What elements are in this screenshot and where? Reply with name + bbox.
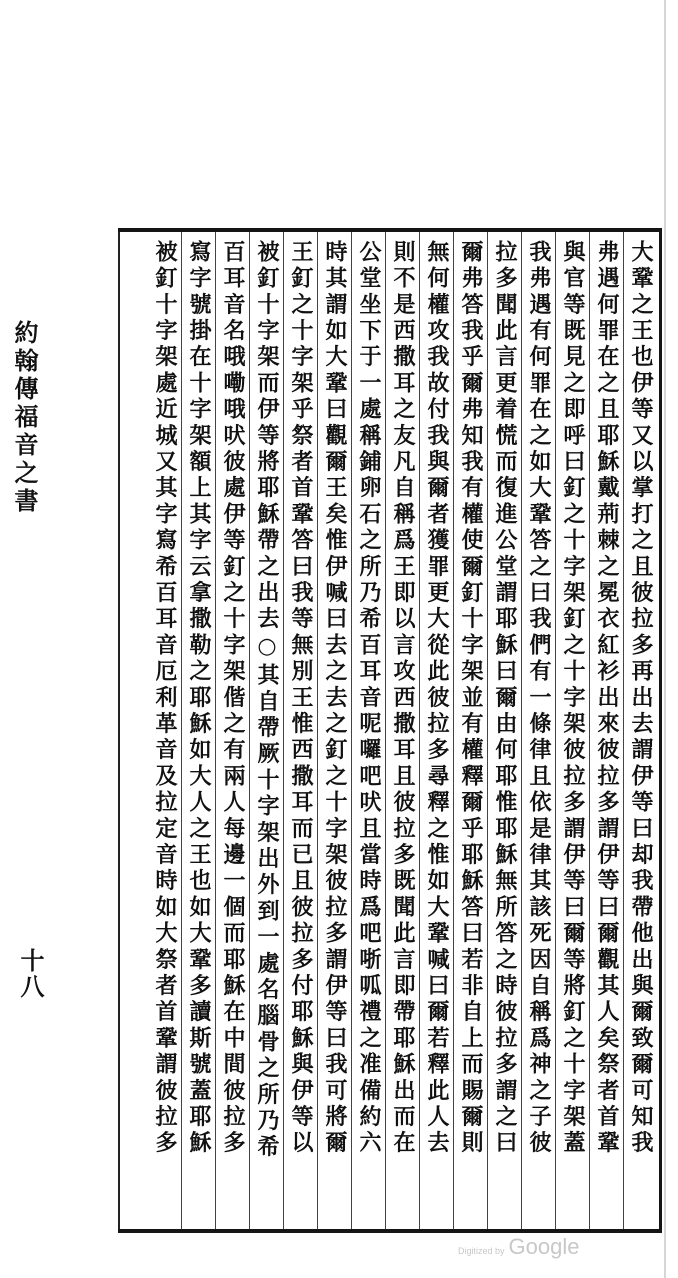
text-column-1: 大鞏之王也伊等又以掌打之且彼拉多再出去謂伊等曰却我帶他出與爾致爾可知我 bbox=[628, 240, 654, 1157]
text-column-13: 百耳音名哦嘞哦吠彼處伊等釘之十字架偕之有兩人每邊一個而耶穌在中間彼拉多 bbox=[220, 240, 246, 1157]
column-rule bbox=[453, 232, 454, 1229]
column-rule bbox=[283, 232, 284, 1229]
column-rule bbox=[317, 232, 318, 1229]
text-column-4: 我弗遇有何罪在之如大鞏答之曰我們有一條律且依是律其該死因自稱爲神之子彼 bbox=[526, 240, 552, 1157]
column-rule bbox=[487, 232, 488, 1229]
column-rule bbox=[249, 232, 250, 1229]
page-edge-line bbox=[664, 0, 666, 1278]
column-rule bbox=[385, 232, 386, 1229]
column-rule bbox=[351, 232, 352, 1229]
column-rule bbox=[623, 232, 624, 1229]
text-column-15: 被釘十字架處近城又其字寫希百耳音厄利革音及拉定音時如大祭者首鞏謂彼拉多 bbox=[152, 240, 178, 1157]
text-column-3: 與官等既見之即呼曰釘之十字架釘之十字架彼拉多謂伊等曰爾等將釘之十字架蓋 bbox=[560, 240, 586, 1157]
watermark-brand: Google bbox=[508, 1234, 580, 1259]
text-column-14: 寫字號掛在十字架額上其字云拿撒勒之耶穌如大人之王也如大鞏多讀斯號蓋耶穌 bbox=[186, 240, 212, 1157]
column-rule bbox=[555, 232, 556, 1229]
column-rule bbox=[521, 232, 522, 1229]
text-column-9: 公堂坐下于一處稱鋪卵石之所乃希百耳音呢囉吧吠且當時爲吧哳呱禮之准備約六 bbox=[356, 240, 382, 1157]
margin-book-title: 約翰傳福音之書 bbox=[10, 320, 39, 516]
column-rule bbox=[589, 232, 590, 1229]
text-column-5: 拉多聞此言更着慌而復進公堂謂耶穌曰爾由何耶惟耶穌無所答之時彼拉多謂之曰 bbox=[492, 240, 518, 1157]
digitized-by-google-watermark bbox=[458, 1234, 579, 1260]
watermark-prefix: Digitized by bbox=[458, 1246, 505, 1256]
column-rule bbox=[215, 232, 216, 1229]
page-number: 十八 bbox=[16, 948, 45, 1000]
text-column-12: 被釘十字架而伊等將耶穌帶之出去○其自帶厥十字架出外到一處名腦骨之所乃希 bbox=[254, 240, 280, 1161]
frame-left-rule bbox=[118, 232, 120, 1229]
text-column-11: 王釘之十字架乎祭者首鞏答曰我等無別王惟西撒耳而已且彼拉多付耶穌與伊等以 bbox=[288, 240, 314, 1157]
text-column-8: 則不是西撒耳之友凡自稱爲王即以言攻西撒耳且彼拉多既聞此言即帶耶穌出而在 bbox=[390, 240, 416, 1157]
text-column-7: 無何權攻我故付我與爾者獲罪更大從此彼拉多尋釋之惟如大鞏喊曰爾若釋此人去 bbox=[424, 240, 450, 1157]
column-rule bbox=[181, 232, 182, 1229]
text-column-10: 時其謂如大鞏曰觀爾王矣惟伊喊曰去之去之釘之十字架彼拉多謂伊等曰我可將爾 bbox=[322, 240, 348, 1157]
column-rule bbox=[419, 232, 420, 1229]
text-column-2: 弗遇何罪在之且耶穌戴荊棘之冕衣紅衫出來彼拉多謂伊等曰爾觀其人矣祭者首鞏 bbox=[594, 240, 620, 1157]
text-frame bbox=[118, 228, 662, 1233]
text-column-6: 爾弗答我乎爾弗知我有權使爾釘十字架並有權釋爾乎耶穌答曰若非自上而賜爾則 bbox=[458, 240, 484, 1157]
